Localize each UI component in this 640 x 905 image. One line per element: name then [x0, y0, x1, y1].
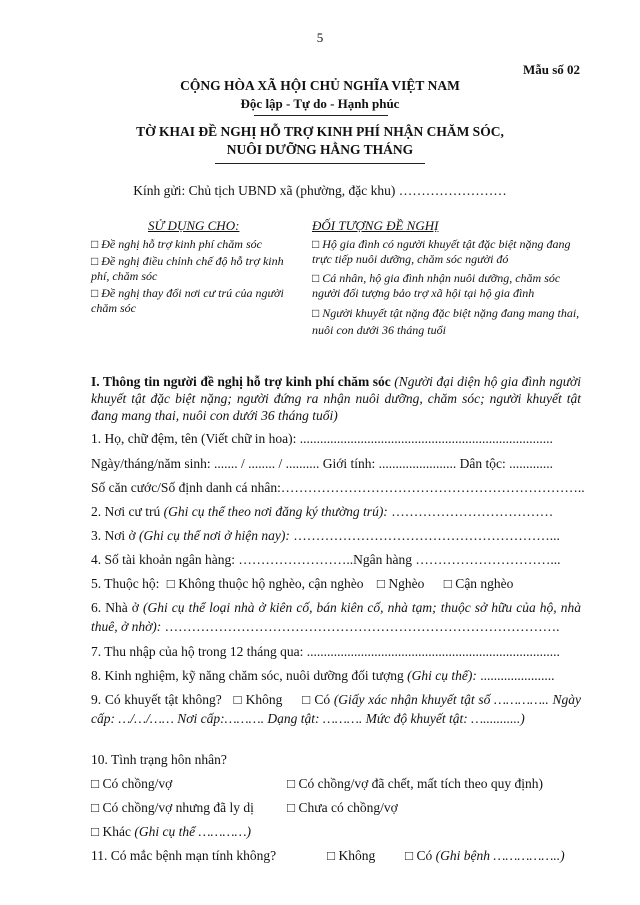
field-date-of-birth[interactable]: Ngày/tháng/năm sinh: ....... / ........ / .......... Giới tính: ....................... Dân tộc: ............. [91, 456, 553, 471]
field-income[interactable]: 7. Thu nhập của hộ trong 12 tháng qua: ........................................................................... [91, 644, 560, 659]
checkbox-not-poor[interactable]: □ Không thuộc hộ nghèo, cận nghèo [166, 576, 364, 591]
marital-row-3 [91, 822, 581, 841]
usage-list [91, 237, 303, 318]
field-housing[interactable] [91, 598, 581, 636]
usage-item[interactable]: □ Đề nghị thay đổi nơi cư trú của người chăm sóc [91, 286, 284, 315]
section-1-heading: I. Thông tin người đề nghị hỗ trợ kinh phí chăm sóc [91, 374, 391, 389]
checkbox-poor[interactable]: □ Nghèo [376, 576, 425, 591]
checkbox-near-poor[interactable]: □ Cận nghèo [443, 576, 514, 591]
care-experience-label: 8. Kinh nghiệm, kỹ năng chăm sóc, nuôi dưỡng đối tượng [91, 668, 404, 683]
field-residence-label: 2. Nơi cư trú [91, 504, 161, 519]
field-marital-status: 10. Tình trạng hôn nhân? [91, 752, 227, 767]
field-household-type [91, 574, 581, 593]
field-chronic-illness [91, 846, 581, 865]
checkbox-illness-no[interactable]: □ Không [327, 848, 376, 863]
field-address-label: 3. Nơi ở [91, 528, 136, 543]
checkbox-marital-other[interactable]: □ Khác [91, 824, 132, 839]
checkbox-illness-yes[interactable]: □ Có [405, 848, 433, 863]
motto: Độc lập - Tự do - Hạnh phúc [240, 96, 400, 111]
usage-item[interactable]: □ Đề nghị hỗ trợ kinh phí chăm sóc [91, 237, 262, 251]
nation-header: CỘNG HÒA XÃ HỘI CHỦ NGHĨA VIỆT NAM [180, 78, 460, 93]
field-residence-note: (Ghi cụ thể theo nơi đăng ký thường trú): [163, 504, 388, 519]
page-number: 5 [316, 30, 324, 45]
checkbox-divorced[interactable]: □ Có chồng/vợ nhưng đã ly dị [91, 800, 254, 815]
field-residence[interactable] [91, 502, 581, 521]
marital-row-1 [91, 774, 581, 793]
motto-underline [254, 115, 388, 116]
form-code: Mẫu số 02 [522, 62, 580, 77]
usage-heading: SỬ DỤNG CHO: [148, 218, 240, 233]
field-bank-account[interactable]: 4. Số tài khoản ngân hàng: ……………………..Ngân hàng …………………………... [91, 552, 561, 567]
marital-other-note[interactable]: (Ghi cụ thể …………) [134, 824, 252, 839]
usage-item[interactable]: □ Đề nghị điều chỉnh chế độ hỗ trợ kinh phí, chăm sóc [91, 254, 284, 283]
care-experience-dots[interactable]: ...................... [480, 668, 555, 683]
section-1-title [91, 373, 581, 424]
subject-item[interactable]: □ Người khuyết tật nặng đặc biệt nặng đang mang thai, nuôi con dưới 36 tháng tuổi [312, 306, 580, 337]
housing-label: 6. Nhà ở [91, 600, 139, 615]
disability-note[interactable]: (Giấy xác nhận khuyết tật số ………….. Ngày cấp: …/…/…… Nơi cấp:………. Dạng tật: ………. Mức độ khuyết tật: …...........) [91, 692, 582, 726]
checkbox-disability-no[interactable]: □ Không [233, 692, 283, 707]
checkbox-widowed[interactable]: □ Có chồng/vợ đã chết, mất tích theo quy định) [287, 776, 543, 791]
checkbox-disability-yes[interactable]: □ Có [302, 692, 331, 707]
field-address-note: (Ghi cụ thể nơi ở hiện nay): [139, 528, 290, 543]
subjects-heading: ĐỐI TƯỢNG ĐỀ NGHỊ [312, 218, 439, 233]
form-title-line1: TỜ KHAI ĐỀ NGHỊ HỖ TRỢ KINH PHÍ NHẬN CHĂM SÓC, [136, 124, 504, 139]
household-label: 5. Thuộc hộ: [91, 576, 160, 591]
subject-item[interactable]: □ Cá nhân, hộ gia đình nhận nuôi dưỡng, chăm sóc người đối tượng bảo trợ xã hội tại hộ gia đình [312, 271, 561, 300]
recipient-line: Kính gửi: Chủ tịch UBND xã (phường, đặc khu) …………………… [133, 183, 507, 198]
form-title-line2: NUÔI DƯỠNG HẰNG THÁNG [226, 142, 414, 157]
illness-yes-group [405, 846, 565, 865]
subjects-list [312, 237, 582, 341]
field-current-address[interactable] [91, 526, 581, 545]
section-1-note: (Người đại diện hộ gia đình người khuyết tật đặc biệt nặng; người đứng ra nhận nuôi dưỡng, chăm sóc; người khuyết tật đang mang thai, nuôi con dưới 36 tháng tuổi) [91, 374, 582, 423]
title-underline [215, 163, 425, 164]
field-care-experience[interactable] [91, 666, 581, 685]
disability-label: 9. Có khuyết tật không? [91, 692, 222, 707]
field-address-dots[interactable]: …………………………………………………... [293, 528, 560, 543]
form-title [0, 123, 640, 159]
field-id-number[interactable]: Số căn cước/Số định danh cá nhân:………………………………………………………….. [91, 480, 585, 495]
field-disability [91, 690, 581, 728]
care-experience-note: (Ghi cụ thể): [407, 668, 477, 683]
housing-note: (Ghi cụ thể loại nhà ở kiên cố, bán kiên cố, nhà tạm; thuộc sở hữu của hộ, nhà thuê, ở nhờ): [91, 600, 581, 634]
housing-dots[interactable]: ……………………………………………………………………………. [164, 619, 560, 634]
field-full-name[interactable]: 1. Họ, chữ đệm, tên (Viết chữ in hoa): ........................................................................... [91, 431, 553, 446]
chronic-illness-label: 11. Có mắc bệnh mạn tính không? [91, 848, 277, 863]
checkbox-married[interactable]: □ Có chồng/vợ [91, 776, 173, 791]
marital-row-2 [91, 798, 581, 817]
subject-item[interactable]: □ Hộ gia đình có người khuyết tật đặc biệt nặng đang trực tiếp nuôi dưỡng, chăm sóc người đó [312, 237, 571, 266]
illness-note[interactable]: (Ghi bệnh ……………..) [435, 848, 565, 863]
checkbox-single[interactable]: □ Chưa có chồng/vợ [287, 800, 398, 815]
field-residence-dots[interactable]: ……………………………… [391, 504, 554, 519]
